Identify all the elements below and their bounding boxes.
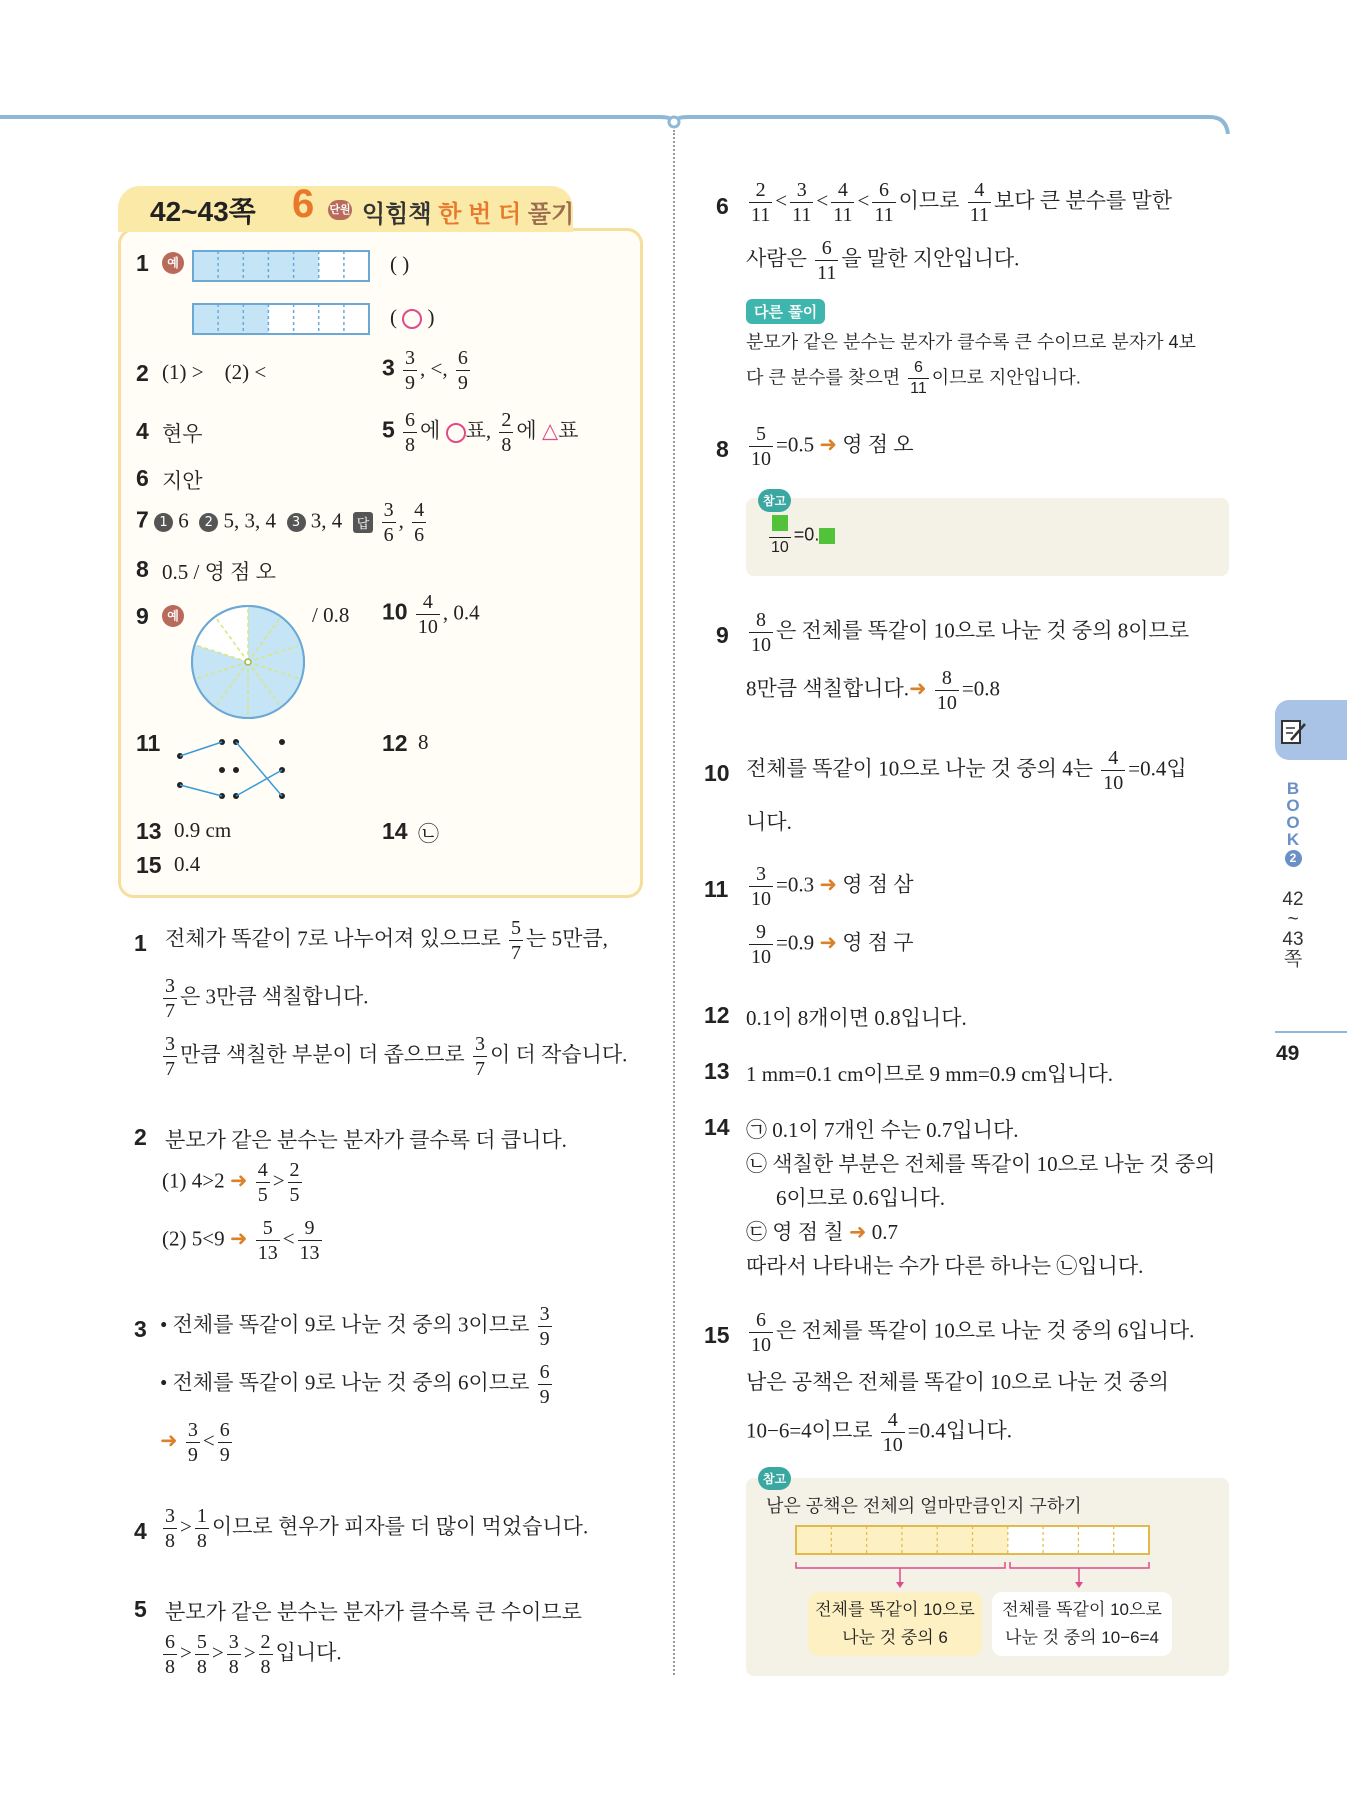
solution-3-line-1: • 전체를 똑같이 9로 나눈 것 중의 3이므로 $\frac{3}{9}$ [160,1303,550,1350]
solution-14-line-4: ㉢ 영 점 칠 ➜ 0.7 [746,1220,898,1244]
solution-9-line-2: 8만큼 색칠합니다.➜ $\frac{8}{10}$ =0.8 [746,667,1000,714]
answer-1-paren-2: ( ) [390,305,435,329]
solution-8-number: 8 [716,436,729,462]
example-badge: 예 [162,605,184,627]
solution-4-number: 4 [134,1518,147,1544]
reference-2-box-1: 전체를 똑같이 10으로 나눈 것 중의 6 [808,1592,982,1656]
solution-5-line-2: $\frac{6}{8}$ > $\frac{5}{8}$ > $\frac{3}{8}$ > $\frac{2}{8}$ 입니다. [165,1631,342,1678]
triangle-mark-icon: △ [541,418,559,443]
answer-12-text: 8 [418,730,429,754]
solution-1-line-1: 전체가 똑같이 7로 나누어져 있으므로 $\frac{5}{7}$ 는 5만큼, [165,917,608,964]
notebook-pencil-icon [1279,718,1307,746]
solution-6-line-2: 사람은 $\frac{6}{11}$ 을 말한 지안입니다. [746,237,1020,284]
answer-15-text: 0.4 [174,852,201,876]
reference-tag-1: 참고 [758,486,791,512]
alt-solution-line-1: 분모가 같은 분수는 분자가 클수록 큰 수이므로 분자가 4보 [746,332,1196,352]
alt-solution-line-2: 다 큰 분수를 찾으면 $\frac{6}{11}$ 이므로 지안입니다. [746,359,1081,397]
answer-13-text: 0.9 cm [174,818,232,842]
solution-5-number: 5 [134,1596,147,1622]
solution-15-line-1: $\frac{6}{10}$ 은 전체를 똑같이 10으로 나눈 것 중의 6입니다. [751,1309,1195,1356]
solution-2-line-2: (1) 4>2 ➜ $\frac{4}{5}$ > $\frac{2}{5}$ [162,1159,300,1206]
answer-1-number: 1 [136,250,149,276]
dot-matching-diagram [170,730,290,802]
reference-tag-2: 참고 [758,1464,791,1490]
arrow-icon: ➜ [909,676,927,701]
circle-diagram-tenths [190,604,308,722]
arrow-icon: ➜ [819,872,837,897]
solution-11-line-1: $\frac{3}{10}$ =0.3 ➜ 영 점 삼 [751,863,914,910]
answer-9-tail: / 0.8 [312,603,350,627]
reference-2-title: 남은 공책은 전체의 얼마만큼인지 구하기 [766,1496,1082,1516]
solution-11-line-2: $\frac{9}{10}$ =0.9 ➜ 영 점 구 [751,921,914,968]
unit-badge: 단원 [328,200,352,220]
page-range: 42 ~ 43 쪽 [1282,889,1304,970]
answer-4-number: 4 [136,418,149,444]
arrow-icon: ➜ [160,1428,178,1453]
solution-3-line-2: • 전체를 똑같이 9로 나눈 것 중의 6이므로 $\frac{6}{9}$ [160,1361,550,1408]
page-number-rule [1275,1031,1347,1033]
section-title: 익힘책 한 번 더 풀기 [362,201,575,228]
solution-2-line-1: 분모가 같은 분수는 분자가 클수록 더 큽니다. [165,1128,567,1152]
answer-15-number: 15 [136,852,162,878]
blank-square-icon [772,515,788,531]
solution-12-number: 12 [704,1002,730,1028]
solution-14-line-1: ㉠ 0.1이 7개인 수는 0.7입니다. [746,1118,1019,1142]
solution-4-line-1: $\frac{3}{8}$ > $\frac{1}{8}$ 이므로 현우가 피자를 더 많이 먹었습니다. [165,1505,589,1552]
notebook-tape-diagram [794,1524,1154,1594]
solution-15-number: 15 [704,1322,730,1348]
solution-5-line-1: 분모가 같은 분수는 분자가 클수록 큰 수이므로 [165,1600,582,1624]
solution-2-line-3: (2) 5<9 ➜ $\frac{5}{13}$ < $\frac{9}{13}$ [162,1217,320,1264]
solution-10-number: 10 [704,760,730,786]
solution-6-line-1: $\frac{2}{11}$ < $\frac{3}{11}$ < $\frac{4}{11}$ < $\frac{6}{11}$ 이므로 $\frac{4}{11}$ 보다 큰 분수를 말한 [751,179,1173,226]
answer-13-number: 13 [136,818,162,844]
answer-12-number: 12 [382,730,408,756]
solution-14-line-3: 6이므로 0.6입니다. [776,1186,945,1210]
solution-12-text: 0.1이 8개이면 0.8입니다. [746,1006,967,1030]
answer-9-number: 9 [136,603,149,629]
blank-square-icon [819,528,835,544]
alt-solution-tag: 다른 풀이 [746,298,825,324]
page-number: 49 [1276,1042,1300,1065]
answer-10: 10 $\frac{4}{10}$ , 0.4 [382,591,480,638]
solution-15-line-3: 10−6=4이므로 $\frac{4}{10}$ =0.4입니다. [746,1409,1012,1456]
unit-number: 6 [292,182,315,226]
solution-1-line-2: $\frac{3}{7}$ 은 3만큼 색칠합니다. [165,975,369,1022]
range-label: 42~43쪽 [150,196,256,227]
solution-1-line-3: $\frac{3}{7}$ 만큼 색칠한 부분이 더 좁으므로 $\frac{3}{7}$ 이 더 작습니다. [165,1033,628,1080]
solution-10-line-1: 전체를 똑같이 10으로 나눈 것 중의 4는 $\frac{4}{10}$ =0.4입 [746,747,1187,794]
arrow-icon: ➜ [848,1220,867,1244]
answer-6-number: 6 [136,465,149,491]
answer-6-text: 지안 [162,469,203,493]
solution-13-text: 1 mm=0.1 cm이므로 9 mm=0.9 cm입니다. [746,1062,1114,1086]
solution-1-number: 1 [134,930,147,956]
answer-8-number: 8 [136,556,149,582]
solution-2-number: 2 [134,1124,147,1150]
answer-3: 3 $\frac{3}{9}$ , <, $\frac{6}{9}$ [382,347,468,394]
arrow-icon: ➜ [229,1226,248,1251]
solution-14-number: 14 [704,1114,730,1140]
arrow-icon: ➜ [819,432,837,457]
column-divider [673,130,675,1675]
reference-2-box-2: 전체를 똑같이 10으로 나눈 것 중의 10−6=4 [992,1592,1172,1656]
answer-2-text: (1) > (2) < [162,360,267,384]
solution-13-number: 13 [704,1058,730,1084]
answer-14-text: ㉡ [418,822,439,846]
answer-2-number: 2 [136,360,149,386]
answer-5: 5 $\frac{6}{8}$ 에 표, $\frac{2}{8}$ 에 △표 [382,409,579,456]
solution-9-line-1: $\frac{8}{10}$ 은 전체를 똑같이 10으로 나눈 것 중의 8이므로 [751,609,1190,656]
tape-diagram-5-7 [192,250,372,284]
solution-6-number: 6 [716,193,729,219]
reference-1-formula: 10 =0. [766,515,835,556]
solution-9-number: 9 [716,622,729,648]
example-badge: 예 [162,252,184,274]
solution-11-number: 11 [704,876,729,902]
answer-8-text: 0.5 / 영 점 오 [162,560,276,584]
circle-mark-icon [446,423,466,443]
answer-7: 7 1 6 2 5, 3, 4 3 3, 4 답 $\frac{3}{6}$ , $\frac{4}{6}$ [136,499,425,546]
circle-mark-icon [402,309,422,329]
answer-11-number: 11 [136,730,161,756]
arrow-icon: ➜ [229,1168,248,1193]
solution-14-line-5: 따라서 나타내는 수가 다른 하나는 ㉡입니다. [746,1254,1144,1278]
solution-3-number: 3 [134,1316,147,1342]
book-label: B O O K 2 [1286,779,1300,865]
solution-15-line-2: 남은 공책은 전체를 똑같이 10으로 나눈 것 중의 [746,1370,1169,1394]
answer-14-number: 14 [382,818,408,844]
solution-8-line: $\frac{5}{10}$ =0.5 ➜ 영 점 오 [751,423,914,470]
solution-3-line-3: ➜ $\frac{3}{9}$ < $\frac{6}{9}$ [160,1419,230,1466]
answer-1-paren-1: ( ) [390,252,410,276]
solution-14-line-2: ㉡ 색칠한 부분은 전체를 똑같이 10으로 나눈 것 중의 [746,1152,1216,1176]
tape-diagram-3-7 [192,303,372,337]
solution-10-line-2: 니다. [746,810,792,834]
arrow-icon: ➜ [819,930,837,955]
answer-4-text: 현우 [162,422,203,446]
